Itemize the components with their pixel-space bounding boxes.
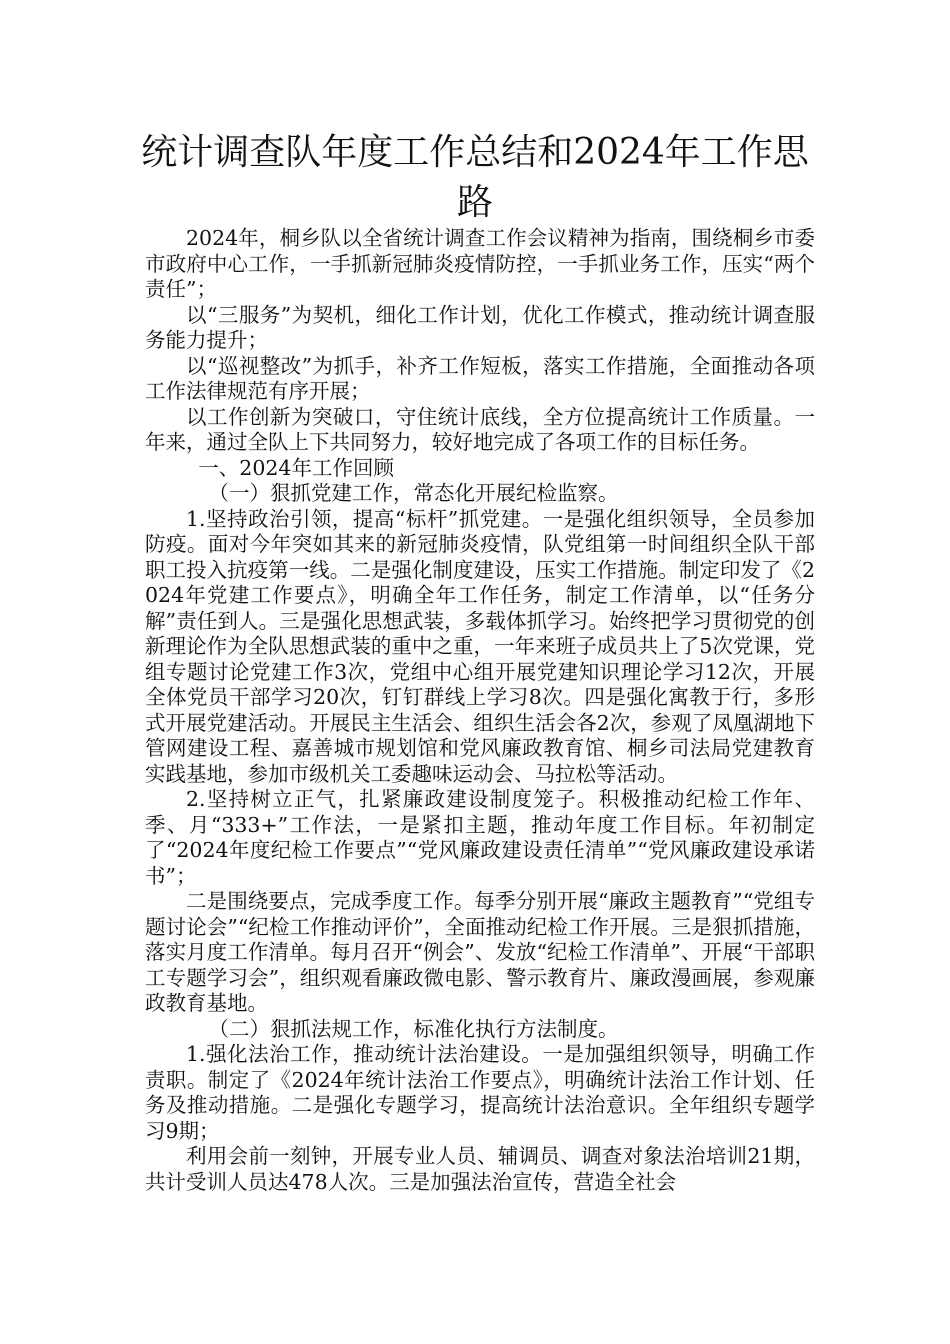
document-title: 统计调查队年度工作总结和2024年工作思路: [141, 132, 809, 223]
intro-paragraph-1: 2024年，桐乡队以全省统计调查工作会议精神为指南，围绕桐乡市委市政府中心工作，一手抓新冠肺炎疫情防控，一手抓业务工作，压实“两个责任”；: [145, 226, 815, 301]
document-body: [145, 226, 815, 1195]
party-building-paragraph-3: 二是围绕要点，完成季度工作。每季分别开展“廉政主题教育”“党组专题讨论会”“纪检工作推动评价”，全面推动纪检工作开展。三是狠抓措施，落实月度工作清单。每月召开“例会”、发放“纪检工作清单”、开展“干部职工专题学习会”，组织观看廉政微电影、警示教育片、廉政漫画展，参观廉政教育基地。: [145, 889, 815, 1015]
subsection-heading-party-building: （一）狠抓党建工作，常态化开展纪检监察。: [208, 481, 619, 505]
party-building-paragraph-2: 2.坚持树立正气，扎紧廉政建设制度笼子。积极推动纪检工作年、季、月“333+”工作法，一是紧扣主题，推动年度工作目标。年初制定了“2024年度纪检工作要点”“党风廉政建设责任清单”“党风廉政建设承诺书”；: [145, 787, 815, 888]
regulations-paragraph-1: 1.强化法治工作，推动统计法治建设。一是加强组织领导，明确工作责职。制定了《2024年统计法治工作要点》，明确统计法治工作计划、任务及推动措施。二是强化专题学习，提高统计法治意识。全年组织专题学习9期；: [145, 1042, 815, 1143]
intro-paragraph-3: 以“巡视整改”为抓手，补齐工作短板，落实工作措施，全面推动各项工作法律规范有序开展；: [145, 353, 815, 403]
regulations-paragraph-2: 利用会前一刻钟，开展专业人员、辅调员、调查对象法治培训21期，共计受训人员达478人次。三是加强法治宣传，营造全社会: [145, 1144, 815, 1194]
section-heading-review: 一、2024年工作回顾: [198, 455, 394, 480]
party-building-paragraph-1: 1.坚持政治引领，提高“标杆”抓党建。一是强化组织领导，全员参加防疫。面对今年突如其来的新冠肺炎疫情，队党组第一时间组织全队干部职工投入抗疫第一线。二是强化制度建设，压实工作措施。制定印发了《2024年党建工作要点》，明确全年工作任务，制定工作清单，以“任务分解”责任到人。三是强化思想武装，多载体抓学习。始终把学习贯彻党的创新理论作为全队思想武装的重中之重，一年来班子成员共上了5次党课，党组专题讨论党建工作3次，党组中心组开展党建知识理论学习12次，开展全体党员干部学习20次，钉钉群线上学习8次。四是强化寓教于行，多形式开展党建活动。开展民主生活会、组织生活会各2次，参观了凤凰湖地下管网建设工程、嘉善城市规划馆和党风廉政教育馆、桐乡司法局党建教育实践基地，参加市级机关工委趣味运动会、马拉松等活动。: [145, 506, 815, 786]
subsection-heading-regulations: （二）狠抓法规工作，标准化执行方法制度。: [208, 1016, 619, 1041]
intro-paragraph-4: 以工作创新为突破口，守住统计底线，全方位提高统计工作质量。一年来，通过全队上下共同努力，较好地完成了各项工作的目标任务。: [145, 404, 815, 454]
intro-paragraph-2: 以“三服务”为契机，细化工作计划，优化工作模式，推动统计调查服务能力提升；: [145, 302, 815, 352]
